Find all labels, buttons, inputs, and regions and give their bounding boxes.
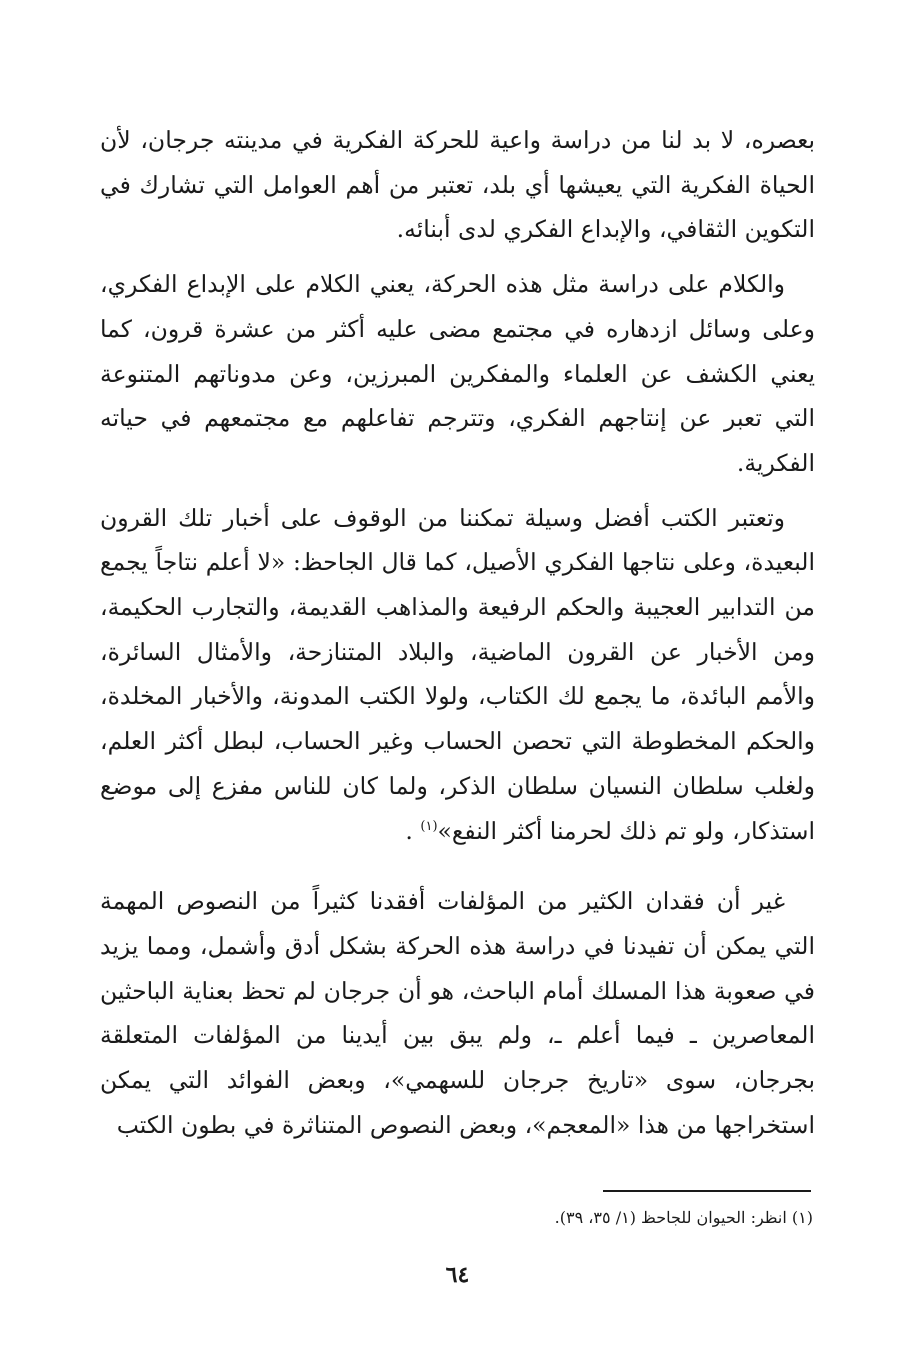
paragraph-1: بعصره، لا بد لنا من دراسة واعية للحركة الفكرية في مدينته جرجان، لأن الحياة الفكرية التي يعيشها أي بلد، تعتبر من أهم العوامل التي تشارك في التكوين الثقافي، والإبداع الفكري لدى أبنائه. [100,126,815,244]
footnote: (١) انظر: الحيوان للجاحظ (١/ ٣٥، ٣٩). [554,1208,813,1227]
page-body [100,118,815,1157]
paragraph-2: والكلام على دراسة مثل هذه الحركة، يعني الكلام على الإبداع الفكري، وعلى وسائل ازدهاره في مجتمع مضى عليه أكثر من عشرة قرون، كما يعني الكشف عن العلماء والمفكرين المبرزين، وعن مدوناتهم المتنوعة التي تعبر عن إنتاجهم الفكري، وتترجم تفاعلهم مع مجتمعهم في حياته الفكرية. [100,270,815,477]
paragraph-3 [100,496,815,854]
paragraph-4: غير أن فقدان الكثير من المؤلفات أفقدنا كثيراً من النصوص المهمة التي يمكن أن تفيدنا في دراسة هذه الحركة بشكل أدق وأشمل، ومما يزيد في صعوبة هذا المسلك أمام الباحث، هو أن جرجان لم تحظ بعناية الباحثين المعاصرين ـ فيما أعلم ـ، ولم يبق بين أيدينا من المؤلفات المتعلقة بجرجان، سوى «تاريخ جرجان للسهمي»، وبعض الفوائد التي يمكن استخراجها من هذا «المعجم»، وبعض النصوص المتناثرة في بطون الكتب [100,887,815,1139]
footnote-divider [603,1190,811,1192]
paragraph-3-end: . [405,816,413,845]
page-number: ٦٤ [445,1262,470,1288]
footnote-reference[interactable]: (١) [420,818,438,834]
paragraph-3-text: وتعتبر الكتب أفضل وسيلة تمكننا من الوقوف على أخبار تلك القرون البعيدة، وعلى نتاجها الفكري الأصيل، كما قال الجاحظ: «لا أعلم نتاجاً يجمع من التدابير العجيبة والحكم الرفيعة والمذاهب القديمة، والتجارب الحكيمة، ومن الأخبار عن القرون الماضية، والبلاد المتنازحة، والأمثال السائرة، والأمم البائدة، ما يجمع لك الكتاب، ولولا الكتب المدونة، والأخبار المخلدة، والحكم المخطوطة التي تحصن الحساب وغير الحساب، لبطل أكثر العلم، ولغلب سلطان النسيان سلطان الذكر، ولما كان للناس مفزع إلى موضع استذكار، ولو تم ذلك لحرمنا أكثر النفع» [100,503,815,845]
